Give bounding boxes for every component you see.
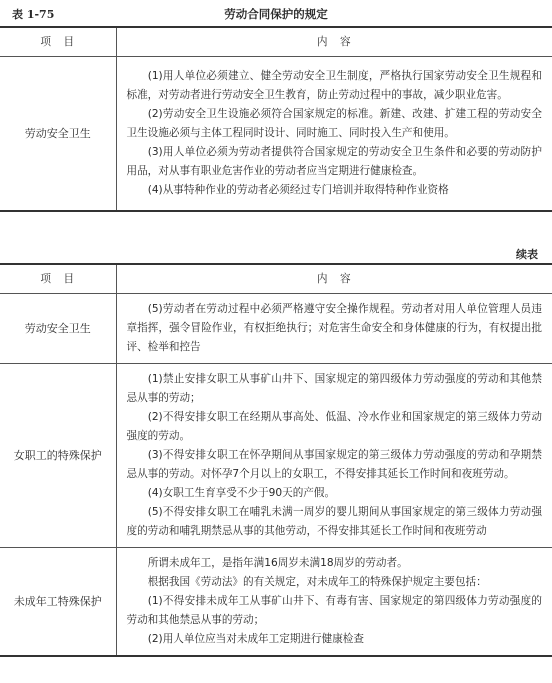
row-content [116,294,552,364]
continued-label: 续表 [516,248,538,261]
table-caption [0,0,552,26]
table-row [0,57,552,212]
header-row [0,27,552,57]
header-row [0,264,552,294]
table-title: 劳动合同保护的规定 [224,7,328,21]
header-item: 项 目 [0,264,116,294]
table-row [0,294,552,364]
row-content [116,364,552,548]
table-number: 表 1-75 [12,8,55,21]
content-paragraph: (4)从事特种作业的劳动者必须经过专门培训并取得特种作业资格 [147,184,449,196]
header-content: 内 容 [116,264,552,294]
row-item-label: 劳动安全卫生 [0,294,116,364]
row-item-label: 劳动安全卫生 [0,57,116,212]
content-paragraph: (2)劳动安全卫生设施必须符合国家规定的标准。新建、改建、扩建工程的劳动安全卫生设施必须与主体工程同时设计、同时施工、同时投入生产和使用。 [126,108,542,139]
content-paragraph: (5)劳动者在劳动过程中必须严格遵守安全操作规程。劳动者对用人单位管理人员违章指挥，强令冒险作业，有权拒绝执行；对危害生命安全和身体健康的行为，有权提出批评、检举和控告 [126,303,542,353]
table-row [0,548,552,657]
content-paragraph: 根据我国《劳动法》的有关规定，对未成年工的特殊保护规定主要包括： [147,576,487,588]
content-paragraph: (4)女职工生育享受不少于90天的产假。 [147,487,336,499]
content-paragraph: (2)不得安排女职工在经期从事高处、低温、冷水作业和国家规定的第三级体力劳动强度的劳动。 [126,411,542,442]
content-paragraph: 所谓未成年工，是指年满16周岁未满18周岁的劳动者。 [147,557,408,569]
row-content [116,57,552,212]
row-content [116,548,552,657]
regulations-table [0,26,552,212]
table-row [0,364,552,548]
content-paragraph: (3)不得安排女职工在怀孕期间从事国家规定的第三级体力劳动强度的劳动和孕期禁忌从事的劳动。对怀孕7个月以上的女职工，不得安排其延长工作时间和夜班劳动。 [126,449,542,480]
header-item: 项 目 [0,27,116,57]
header-content: 内 容 [116,27,552,57]
row-item-label: 女职工的特殊保护 [0,364,116,548]
content-paragraph: (1)禁止安排女职工从事矿山井下、国家规定的第四级体力劳动强度的劳动和其他禁忌从事的劳动； [126,373,542,404]
content-paragraph: (1)不得安排未成年工从事矿山井下、有毒有害、国家规定的第四级体力劳动强度的劳动和其他禁忌从事的劳动； [126,595,542,626]
row-item-label: 未成年工特殊保护 [0,548,116,657]
content-paragraph: (1)用人单位必须建立、健全劳动安全卫生制度，严格执行国家劳动安全卫生规程和标准，对劳动者进行劳动安全卫生教育，防止劳动过程中的事故，减少职业危害。 [126,70,542,101]
content-paragraph: (5)不得安排女职工在哺乳未满一周岁的婴儿期间从事国家规定的第三级体力劳动强度的劳动和哺乳期禁忌从事的其他劳动，不得安排其延长工作时间和夜班劳动 [126,506,542,537]
content-paragraph: (2)用人单位应当对未成年工定期进行健康检查 [147,633,364,645]
regulations-table-continued [0,263,552,657]
content-paragraph: (3)用人单位必须为劳动者提供符合国家规定的劳动安全卫生条件和必要的劳动防护用品，对从事有职业危害作业的劳动者应当定期进行健康检查。 [126,146,542,177]
